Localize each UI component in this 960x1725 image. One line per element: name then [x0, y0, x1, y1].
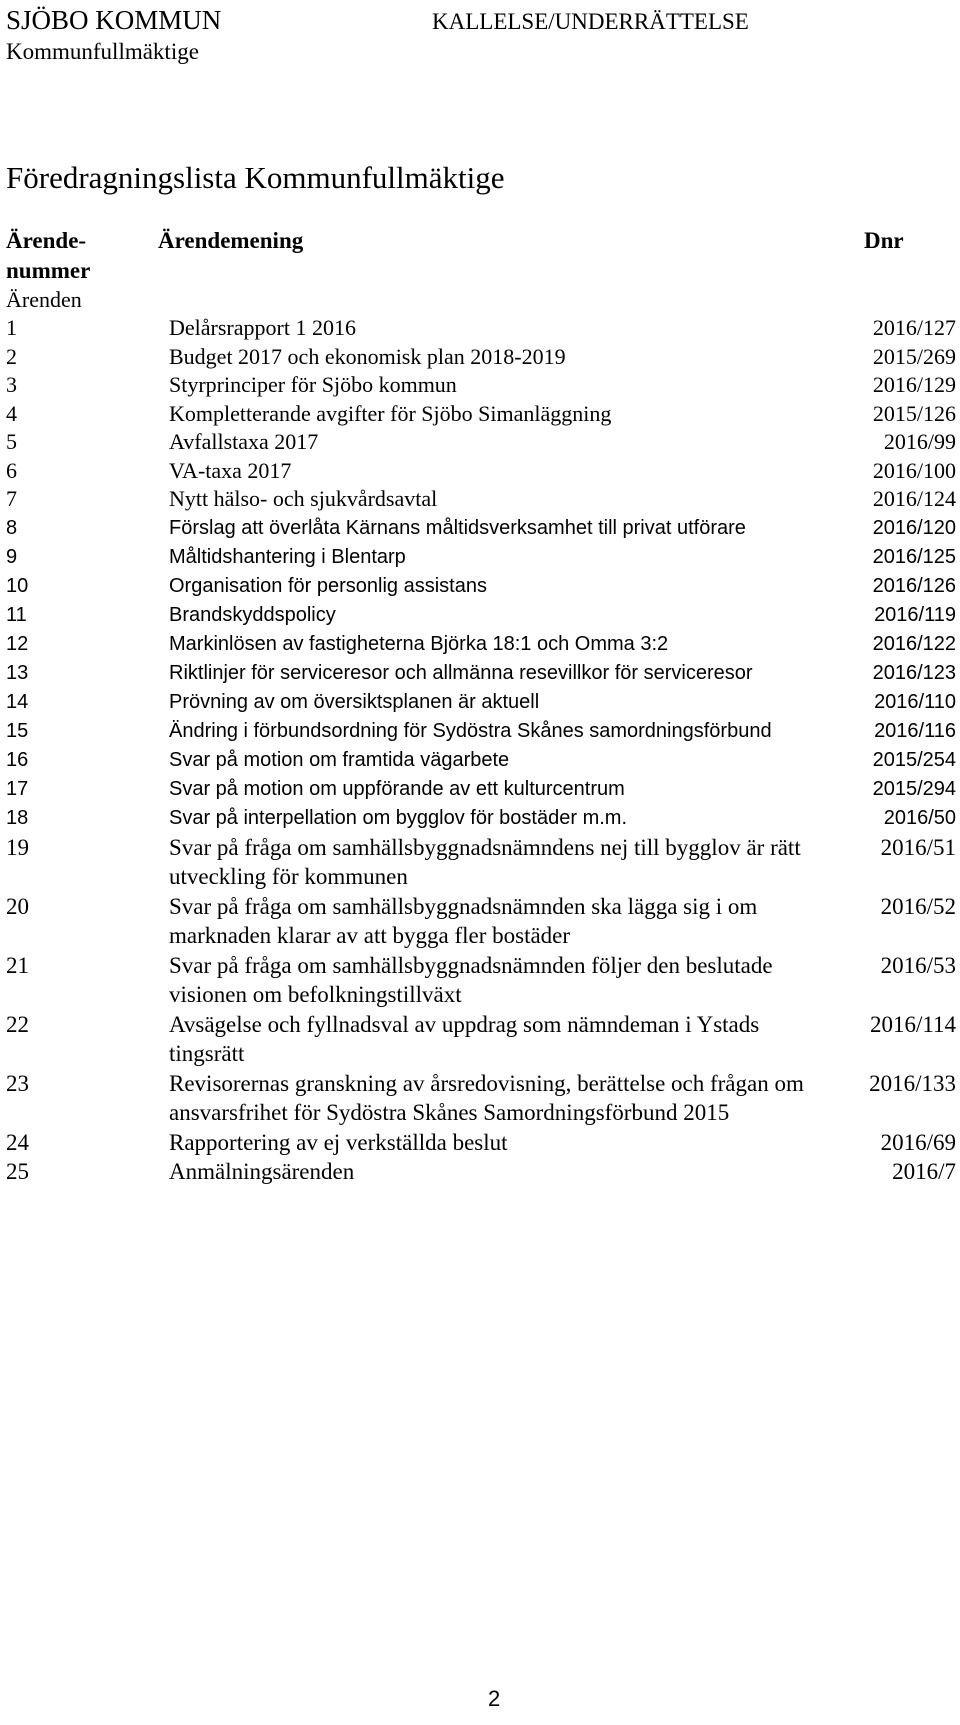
agenda-item-description: Svar på fråga om samhällsbyggnadsnämnden ska lägga sig i om marknaden klarar av att bygga fler bostäder — [169, 893, 758, 948]
agenda-item-number: 22 — [6, 1011, 29, 1037]
agenda-item — [6, 514, 956, 543]
page-number: 2 — [488, 1686, 501, 1711]
agenda-item-number: 21 — [6, 952, 29, 978]
agenda-item-description: Delårsrapport 1 2016 — [169, 315, 356, 340]
column-header-reference: Dnr — [864, 228, 904, 253]
agenda-item-description: Svar på motion om uppförande av ett kulturcentrum — [169, 777, 625, 800]
agenda-item-description: Budget 2017 och ekonomisk plan 2018-2019 — [169, 343, 566, 369]
agenda-item-description: Revisorernas granskning av årsredovisning, berättelse och frågan om ansvarsfrihet för Sydöstra Skånes Samordningsförbund 2015 — [169, 1070, 804, 1125]
agenda-list — [6, 314, 956, 1187]
agenda-item-number: 13 — [6, 661, 29, 684]
organization-name: SJÖBO KOMMUN — [6, 5, 222, 35]
agenda-item-reference: 2016/123 — [872, 661, 956, 684]
agenda-item-number: 6 — [6, 457, 17, 483]
agenda-item-number: 19 — [6, 834, 29, 860]
agenda-item — [6, 717, 956, 746]
agenda-item — [6, 601, 956, 630]
agenda-item — [6, 572, 956, 601]
agenda-item — [6, 892, 956, 951]
agenda-item-number: 23 — [6, 1070, 29, 1096]
agenda-item-description: Måltidshantering i Blentarp — [169, 545, 406, 568]
agenda-item-number: 10 — [6, 574, 29, 597]
agenda-item-description: Förslag att överlåta Kärnans måltidsverksamhet till privat utförare — [169, 516, 746, 539]
agenda-item — [6, 630, 956, 659]
agenda-item-reference: 2016/69 — [880, 1129, 956, 1155]
agenda-item — [6, 804, 956, 833]
agenda-item-description: Brandskyddspolicy — [169, 603, 336, 626]
agenda-item-number: 11 — [6, 603, 27, 626]
agenda-item-reference: 2016/126 — [872, 574, 956, 597]
agenda-item — [6, 833, 956, 892]
section-label: Ärenden — [6, 287, 82, 312]
agenda-item-number: 15 — [6, 719, 29, 742]
agenda-item-reference: 2016/120 — [872, 516, 956, 539]
agenda-item — [6, 543, 956, 572]
column-header-number: Ärende- nummer — [6, 228, 91, 283]
body-name: Kommunfullmäktige — [6, 39, 199, 64]
agenda-item-reference: 2016/50 — [883, 806, 956, 829]
agenda-item-reference: 2016/110 — [874, 690, 956, 713]
agenda-item-description: Kompletterande avgifter för Sjöbo Simanläggning — [169, 400, 612, 426]
agenda-item — [6, 775, 956, 804]
agenda-item-number: 9 — [6, 545, 18, 568]
agenda-item-number: 2 — [6, 343, 17, 369]
agenda-item — [6, 485, 956, 514]
agenda-item-number: 8 — [6, 516, 18, 539]
agenda-item — [6, 688, 956, 717]
agenda-item-number: 24 — [6, 1129, 29, 1155]
column-header-description: Ärendemening — [158, 228, 304, 253]
agenda-item — [6, 659, 956, 688]
agenda-item — [6, 746, 956, 775]
agenda-item-reference: 2016/7 — [892, 1159, 956, 1184]
agenda-item — [6, 1010, 956, 1069]
agenda-item-number: 17 — [6, 777, 29, 800]
agenda-item-description: Avfallstaxa 2017 — [169, 429, 319, 454]
agenda-item — [6, 951, 956, 1010]
agenda-item — [6, 1069, 956, 1128]
agenda-item-reference: 2016/127 — [872, 315, 956, 340]
agenda-item-reference: 2016/51 — [880, 834, 956, 860]
agenda-item-reference: 2015/294 — [872, 777, 956, 800]
agenda-item-description: Svar på motion om framtida vägarbete — [169, 748, 510, 771]
agenda-item-number: 3 — [6, 372, 17, 397]
agenda-item-reference: 2016/119 — [874, 603, 956, 626]
agenda-item-number: 25 — [6, 1159, 29, 1184]
agenda-item-description: Nytt hälso- och sjukvårdsavtal — [169, 486, 438, 511]
agenda-item — [6, 343, 956, 372]
agenda-item-reference: 2016/53 — [880, 952, 956, 978]
agenda-item-number: 18 — [6, 806, 29, 829]
agenda-item-description: Ändring i förbundsordning för Sydöstra Skånes samordningsförbund — [169, 719, 772, 742]
agenda-item-description: Prövning av om översiktsplanen är aktuell — [169, 690, 540, 713]
agenda-item-description: Rapportering av ej verkställda beslut — [169, 1129, 508, 1155]
agenda-item-description: Svar på interpellation om bygglov för bostäder m.m. — [169, 806, 627, 829]
agenda-item-description: Styrprinciper för Sjöbo kommun — [169, 372, 457, 397]
agenda-item-reference: 2016/129 — [872, 372, 956, 397]
agenda-item-reference: 2016/125 — [872, 545, 956, 568]
document-type: KALLELSE/UNDERRÄTTELSE — [432, 9, 749, 34]
agenda-item-number: 4 — [6, 400, 17, 426]
agenda-item-description: VA-taxa 2017 — [169, 457, 292, 483]
agenda-item-number: 16 — [6, 748, 29, 771]
agenda-item-reference: 2016/52 — [880, 893, 956, 919]
page-title: Föredragningslista Kommunfullmäktige — [6, 160, 505, 195]
agenda-item-reference: 2016/114 — [869, 1011, 956, 1037]
agenda-item-description: Riktlinjer för serviceresor och allmänna resevillkor för serviceresor — [169, 661, 753, 684]
agenda-item-number: 12 — [6, 632, 29, 655]
agenda-item-description: Organisation för personlig assistans — [169, 574, 487, 597]
agenda-item — [6, 428, 956, 457]
agenda-item-description: Anmälningsärenden — [169, 1159, 355, 1184]
agenda-item-number: 5 — [6, 429, 17, 454]
agenda-item-reference: 2015/254 — [872, 748, 956, 771]
agenda-item-reference: 2016/133 — [869, 1070, 956, 1096]
agenda-item — [6, 371, 956, 400]
agenda-item-description: Markinlösen av fastigheterna Björka 18:1 och Omma 3:2 — [169, 632, 669, 655]
agenda-item-number: 20 — [6, 893, 29, 919]
agenda-item-reference: 2016/116 — [874, 719, 956, 742]
agenda-item-number: 1 — [6, 315, 17, 340]
agenda-item-number: 7 — [6, 486, 17, 511]
agenda-item-description: Svar på fråga om samhällsbyggnadsnämndens nej till bygglov är rätt utveckling för kommunen — [169, 834, 801, 889]
document-header — [6, 4, 221, 67]
agenda-item-number: 14 — [6, 690, 29, 713]
agenda-item-reference: 2016/124 — [872, 486, 956, 511]
agenda-item-description: Avsägelse och fyllnadsval av uppdrag som nämndeman i Ystads tingsrätt — [169, 1011, 760, 1066]
agenda-item — [6, 1157, 956, 1187]
agenda-item-description: Svar på fråga om samhällsbyggnadsnämnden följer den beslutade visionen om befolkningstillväxt — [169, 952, 773, 1007]
agenda-item-reference: 2015/269 — [872, 343, 956, 369]
agenda-item — [6, 400, 956, 429]
agenda-item-reference: 2015/126 — [872, 400, 956, 426]
agenda-item — [6, 1128, 956, 1158]
agenda-item-reference: 2016/99 — [883, 429, 956, 454]
agenda-item-reference: 2016/122 — [872, 632, 956, 655]
agenda-item-reference: 2016/100 — [872, 457, 956, 483]
agenda-item — [6, 314, 956, 343]
agenda-item — [6, 457, 956, 486]
